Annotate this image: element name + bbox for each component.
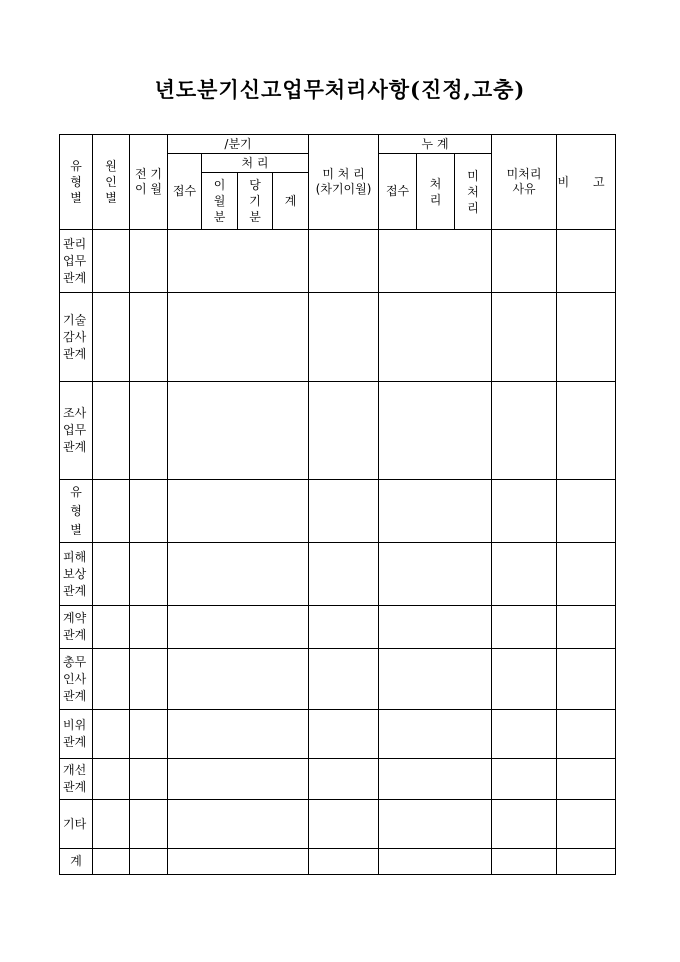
- header-cumulative: 누 계: [379, 135, 492, 154]
- header-subtotal: 계: [273, 173, 309, 230]
- row-label: 기타: [60, 800, 93, 849]
- header-remarks: 비 고: [557, 135, 616, 230]
- header-quarter: /분기: [168, 135, 309, 154]
- header-current: 당기분: [238, 173, 273, 230]
- row-label: 관리업무관계: [60, 230, 93, 293]
- row-label: 기술감사관계: [60, 293, 93, 382]
- header-reason: 미처리사유: [492, 135, 557, 230]
- header-received: 접수: [168, 154, 202, 230]
- header-processed: 처 리: [202, 154, 309, 173]
- row-label: 피해보상관계: [60, 543, 93, 606]
- page-title: 년도분기신고업무처리사항(진정,고충): [154, 77, 526, 102]
- row-label: 유형별: [60, 480, 93, 543]
- header-previous: 전 기이 월: [130, 135, 168, 230]
- row-label: 조사업무관계: [60, 382, 93, 480]
- report-table: [59, 134, 616, 875]
- header-type: 유형별: [60, 135, 93, 230]
- header-cum-unprocessed: 미처리: [455, 154, 492, 230]
- header-cum-processed: 처리: [417, 154, 455, 230]
- header-cause: 원인별: [93, 135, 130, 230]
- row-label: 계약관계: [60, 606, 93, 649]
- row-label: 개선관계: [60, 759, 93, 800]
- header-unprocessed: 미 처 리 (차기이월): [309, 135, 379, 230]
- row-label: 총무인사관계: [60, 649, 93, 710]
- header-cum-received: 접수: [379, 154, 417, 230]
- row-label: 비위관계: [60, 710, 93, 759]
- row-label-total: 계: [60, 849, 93, 875]
- header-carried-in: 이월분: [202, 173, 238, 230]
